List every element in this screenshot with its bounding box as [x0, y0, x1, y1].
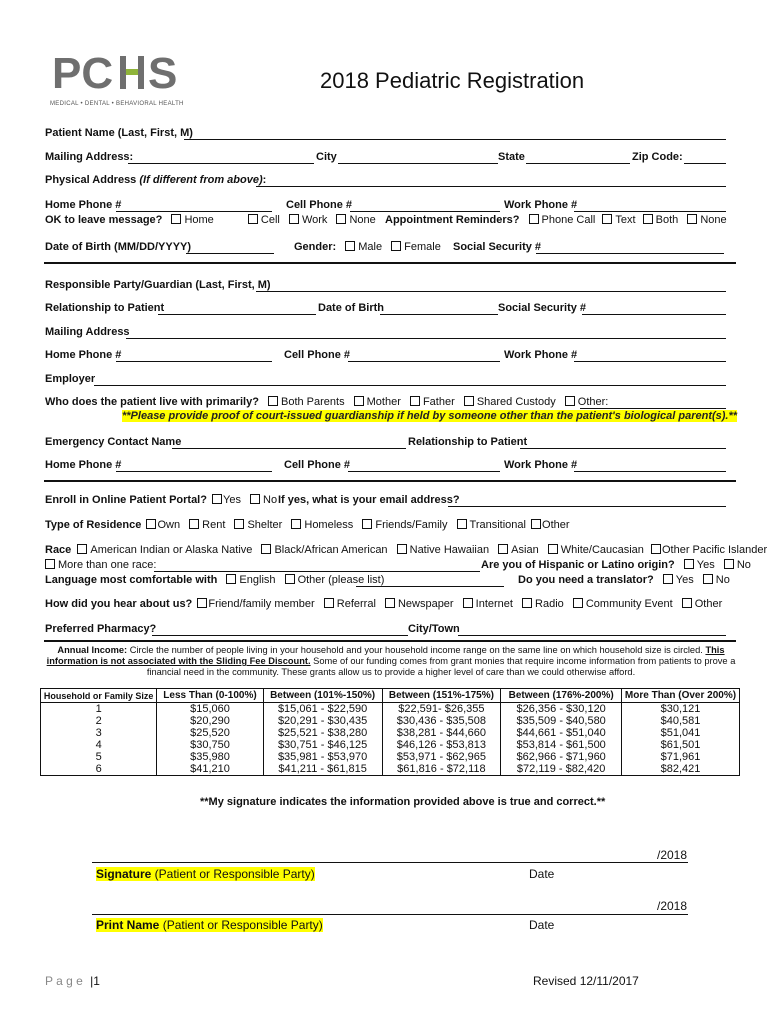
emergency-relationship-field[interactable] — [520, 448, 726, 449]
income-header: Household or Family Size — [41, 689, 157, 703]
section-divider — [44, 262, 736, 264]
sig-bold: Signature — [96, 867, 152, 881]
email-label: If yes, what is your email address? — [278, 494, 460, 506]
relationship-label: Relationship to Patient — [45, 302, 165, 314]
ok-none-checkbox[interactable] — [336, 214, 346, 224]
emergency-work-field[interactable] — [574, 471, 726, 472]
gender-female-checkbox[interactable] — [391, 241, 401, 251]
mailing-field[interactable] — [128, 163, 314, 164]
table-cell: 2 — [41, 715, 157, 727]
table-row — [41, 751, 740, 763]
live-other-checkbox[interactable] — [565, 396, 575, 406]
language-label: Language most comfortable with — [45, 574, 218, 586]
page-title: 2018 Pediatric Registration — [320, 68, 585, 93]
race-hawaiian-label: Native Hawaiian — [409, 544, 490, 556]
income-header: Between (101%-150%) — [263, 689, 382, 703]
hispanic-row — [481, 559, 751, 571]
hispanic-label: Are you of Hispanic or Latino origin? — [481, 559, 675, 571]
table-cell: 4 — [41, 739, 157, 751]
table-cell: $20,290 — [157, 715, 263, 727]
logo — [50, 48, 200, 108]
income-header: Between (151%-175%) — [382, 689, 501, 703]
live-with-label: Who does the patient live with primarily? — [45, 396, 259, 408]
hear-referral-label: Referral — [336, 598, 376, 610]
translator-row — [518, 574, 730, 586]
table-cell: $20,291 - $30,435 — [263, 715, 382, 727]
guardian-dob-field[interactable] — [380, 314, 498, 315]
race-more-checkbox[interactable] — [45, 559, 55, 569]
table-cell: $38,281 - $44,660 — [382, 727, 501, 739]
logo-tagline: MEDICAL • DENTAL • BEHAVIORAL HEALTH — [50, 101, 184, 107]
race-label: Race — [45, 544, 72, 556]
income-header: Between (176%-200%) — [501, 689, 622, 703]
race-row — [45, 544, 767, 556]
ok-cell-checkbox[interactable] — [248, 214, 258, 224]
res-own-checkbox[interactable] — [146, 519, 156, 529]
rem-both-checkbox[interactable] — [643, 214, 653, 224]
portal-label: Enroll in Online Patient Portal? — [45, 494, 207, 506]
email-field[interactable] — [448, 506, 726, 507]
pharmacy-label: Preferred Pharmacy? — [45, 623, 157, 635]
home-phone-label: Home Phone # — [45, 199, 122, 211]
guardian-cell-label: Cell Phone # — [284, 349, 351, 361]
res-transitional-label: Transitional — [469, 519, 526, 531]
gender-row — [294, 241, 441, 253]
live-both-checkbox[interactable] — [268, 396, 278, 406]
gender-label: Gender: — [294, 241, 337, 253]
race-pacific-label: Other Pacific Islander — [661, 544, 768, 556]
more-race-row — [45, 559, 156, 571]
residence-label: Type of Residence — [45, 519, 142, 531]
race-asian-checkbox[interactable] — [498, 544, 508, 554]
lang-english-label: English — [239, 574, 276, 586]
live-shared-label: Shared Custody — [476, 396, 556, 408]
ok-leave-row — [45, 214, 376, 226]
hear-newspaper-checkbox[interactable] — [385, 598, 395, 608]
live-father-label: Father — [422, 396, 455, 408]
table-cell: $61,816 - $72,118 — [382, 763, 501, 776]
gender-male-checkbox[interactable] — [345, 241, 355, 251]
pharmacy-city-field[interactable] — [458, 635, 726, 636]
translator-no-checkbox[interactable] — [703, 574, 713, 584]
res-other-checkbox[interactable] — [531, 519, 541, 529]
physical-note: (If different from above) — [139, 174, 263, 186]
guardian-ssn-label: Social Security # — [498, 302, 587, 314]
race-ai-label: American Indian or Alaska Native — [90, 544, 253, 556]
reminders-row — [385, 214, 727, 226]
income-header-row — [41, 689, 740, 703]
race-asian-label: Asian — [511, 544, 539, 556]
hear-internet-label: Internet — [475, 598, 513, 610]
residence-row — [45, 519, 570, 531]
ok-work-label: Work — [301, 214, 328, 226]
rem-both-label: Both — [655, 214, 679, 226]
guardian-dob-label: Date of Birth — [318, 302, 384, 314]
portal-row — [45, 494, 277, 506]
live-other-field[interactable] — [580, 408, 726, 409]
income-bold-label: Annual Income: — [57, 645, 128, 655]
table-cell: $15,061 - $22,590 — [263, 703, 382, 716]
sig-year: /2018 — [657, 848, 688, 862]
ssn-label: Social Security # — [453, 241, 542, 253]
table-cell: 5 — [41, 751, 157, 763]
res-rent-checkbox[interactable] — [189, 519, 199, 529]
revised-date: Revised 12/11/2017 — [533, 974, 639, 988]
proof-note — [122, 410, 737, 422]
hear-label: How did you hear about us? — [45, 598, 193, 610]
hear-radio-label: Radio — [535, 598, 564, 610]
emergency-home-field[interactable] — [116, 471, 272, 472]
res-other-label: Other — [542, 519, 570, 531]
income-table — [40, 688, 740, 776]
zip-label: Zip Code: — [632, 151, 683, 163]
guardian-name-field[interactable] — [256, 291, 726, 292]
table-cell: 3 — [41, 727, 157, 739]
relationship-field[interactable] — [158, 314, 316, 315]
hear-event-label: Community Event — [585, 598, 673, 610]
translator-label: Do you need a translator? — [518, 574, 654, 586]
ok-none-label: None — [349, 214, 376, 226]
rem-phone-checkbox[interactable] — [529, 214, 539, 224]
table-cell: $30,750 — [157, 739, 263, 751]
table-cell: $25,520 — [157, 727, 263, 739]
hear-other-checkbox[interactable] — [682, 598, 692, 608]
race-more-field[interactable] — [154, 571, 480, 572]
guardian-work-field[interactable] — [574, 361, 726, 362]
race-ai-checkbox[interactable] — [77, 544, 87, 554]
table-cell: $53,814 - $61,500 — [501, 739, 622, 751]
live-with-row — [45, 396, 608, 408]
page-number: |1 — [90, 974, 100, 988]
table-cell: $51,041 — [622, 727, 740, 739]
live-mother-checkbox[interactable] — [354, 396, 364, 406]
emergency-name-label: Emergency Contact Name — [45, 436, 182, 448]
table-cell: $30,751 - $46,125 — [263, 739, 382, 751]
signature-field[interactable] — [92, 862, 688, 863]
table-cell: $25,521 - $38,280 — [263, 727, 382, 739]
table-cell: $30,121 — [622, 703, 740, 716]
lang-other-label: Other (please list) — [297, 574, 385, 586]
income-paragraph — [46, 645, 736, 678]
guardian-ssn-field[interactable] — [582, 314, 726, 315]
ok-work-checkbox[interactable] — [289, 214, 299, 224]
rem-text-checkbox[interactable] — [602, 214, 612, 224]
income-header: More Than (Over 200%) — [622, 689, 740, 703]
guardian-mailing-label: Mailing Address — [45, 326, 130, 338]
print-date-label: Date — [529, 918, 555, 932]
table-cell: $22,591- $26,355 — [382, 703, 501, 716]
ssn-field[interactable] — [536, 253, 724, 254]
res-homeless-checkbox[interactable] — [291, 519, 301, 529]
physical-label — [45, 174, 266, 186]
cell-phone-field[interactable] — [350, 211, 500, 212]
emergency-relationship-label: Relationship to Patient — [408, 436, 528, 448]
section-divider-2 — [44, 480, 736, 482]
portal-no-checkbox[interactable] — [250, 494, 260, 504]
res-own-label: Own — [157, 519, 181, 531]
svg-text:S: S — [148, 49, 178, 98]
state-field[interactable] — [526, 163, 630, 164]
res-rent-label: Rent — [202, 519, 226, 531]
live-other-label: Other: — [577, 396, 609, 408]
race-pacific-checkbox[interactable] — [651, 544, 661, 554]
res-homeless-label: Homeless — [304, 519, 354, 531]
emergency-cell-label: Cell Phone # — [284, 459, 351, 471]
res-shelter-checkbox[interactable] — [234, 519, 244, 529]
page-footer — [45, 974, 100, 988]
hear-friend-label: Friend/family member — [208, 598, 315, 610]
hispanic-yes-checkbox[interactable] — [684, 559, 694, 569]
rem-none-checkbox[interactable] — [687, 214, 697, 224]
table-row — [41, 727, 740, 739]
income-underline: This information is not associated with the Sliding Fee Discount. — [46, 645, 725, 666]
portal-no-label: No — [263, 494, 278, 506]
gender-male-label: Male — [358, 241, 383, 253]
table-cell: $72,119 - $82,420 — [501, 763, 622, 776]
gender-female-label: Female — [404, 241, 441, 253]
table-cell: $41,210 — [157, 763, 263, 776]
table-cell: $71,961 — [622, 751, 740, 763]
ok-cell-label: Cell — [260, 214, 280, 226]
race-white-checkbox[interactable] — [548, 544, 558, 554]
table-cell: $26,356 - $30,120 — [501, 703, 622, 716]
hear-other-label: Other — [694, 598, 723, 610]
hear-internet-checkbox[interactable] — [463, 598, 473, 608]
sig-note: (Patient or Responsible Party) — [151, 867, 315, 881]
svg-text:PC: PC — [52, 49, 114, 98]
reminders-label: Appointment Reminders? — [385, 214, 520, 226]
print-name-field[interactable] — [92, 914, 688, 915]
ok-home-label: Home — [184, 214, 214, 226]
guardian-mailing-field[interactable] — [126, 338, 726, 339]
ok-home-checkbox[interactable] — [171, 214, 181, 224]
work-phone-field[interactable] — [574, 211, 726, 212]
ok-leave-label: OK to leave message? — [45, 214, 163, 226]
race-black-label: Black/African American — [274, 544, 388, 556]
print-year: /2018 — [657, 899, 688, 913]
translator-yes-label: Yes — [675, 574, 694, 586]
live-mother-label: Mother — [366, 396, 401, 408]
res-friends-checkbox[interactable] — [362, 519, 372, 529]
race-more-label: More than one race: — [58, 559, 157, 571]
live-father-checkbox[interactable] — [410, 396, 420, 406]
portal-yes-checkbox[interactable] — [212, 494, 222, 504]
rem-phone-label: Phone Call — [541, 214, 596, 226]
res-transitional-checkbox[interactable] — [457, 519, 467, 529]
res-shelter-label: Shelter — [247, 519, 283, 531]
emergency-work-label: Work Phone # — [504, 459, 578, 471]
work-phone-label: Work Phone # — [504, 199, 578, 211]
translator-no-label: No — [715, 574, 730, 586]
print-caption — [96, 918, 323, 932]
table-cell: 1 — [41, 703, 157, 716]
table-row — [41, 763, 740, 776]
pharmacy-city-label: City/Town — [408, 623, 460, 635]
city-label: City — [316, 151, 337, 163]
rem-text-label: Text — [615, 214, 636, 226]
table-cell: $30,436 - $35,508 — [382, 715, 501, 727]
guardian-home-field[interactable] — [116, 361, 272, 362]
res-friends-label: Friends/Family — [375, 519, 448, 531]
live-both-label: Both Parents — [280, 396, 345, 408]
guardian-cell-field[interactable] — [348, 361, 500, 362]
dob-field[interactable] — [186, 253, 274, 254]
dob-label: Date of Birth (MM/DD/YYYY) — [45, 241, 192, 253]
table-cell: $82,421 — [622, 763, 740, 776]
physical-label-text: Physical Address — [45, 174, 137, 186]
guardian-name-label: Responsible Party/Guardian (Last, First, M) — [45, 279, 271, 291]
patient-name-field[interactable] — [184, 139, 726, 140]
live-shared-checkbox[interactable] — [464, 396, 474, 406]
table-cell: $35,509 - $40,580 — [501, 715, 622, 727]
page-label: P a g e — [45, 974, 83, 988]
home-phone-field[interactable] — [116, 211, 272, 212]
hear-newspaper-label: Newspaper — [397, 598, 454, 610]
patient-name-label: Patient Name (Last, First, M) — [45, 127, 193, 139]
table-row — [41, 715, 740, 727]
income-text2: Some of our funding comes from grant monies that require income information from patients to prove a financial need in the community. These grants allow us to provide a higher level of care than we could otherwise afford. — [146, 656, 736, 677]
city-field[interactable] — [338, 163, 498, 164]
table-cell: $35,980 — [157, 751, 263, 763]
print-bold: Print Name — [96, 918, 160, 932]
lang-other-field[interactable] — [356, 586, 504, 587]
section-divider-3 — [44, 640, 736, 642]
rem-none-label: None — [700, 214, 727, 226]
hear-friend-checkbox[interactable] — [197, 598, 207, 608]
employer-label: Employer — [45, 373, 96, 385]
language-row — [45, 574, 384, 586]
state-label: State — [498, 151, 525, 163]
signature-caption — [96, 867, 315, 881]
portal-yes-label: Yes — [223, 494, 241, 506]
table-cell: 6 — [41, 763, 157, 776]
hear-radio-checkbox[interactable] — [522, 598, 532, 608]
cell-phone-label: Cell Phone # — [286, 199, 353, 211]
sig-date-label: Date — [529, 867, 555, 881]
income-header: Less Than (0-100%) — [157, 689, 263, 703]
translator-yes-checkbox[interactable] — [663, 574, 673, 584]
income-text1: Circle the number of people living in your household and your household income range on the same line on which household size is circled. — [127, 645, 706, 655]
hispanic-no-label: No — [736, 559, 751, 571]
hear-referral-checkbox[interactable] — [324, 598, 334, 608]
lang-english-checkbox[interactable] — [226, 574, 236, 584]
signature-statement: **My signature indicates the information provided above is true and correct.** — [200, 796, 606, 808]
race-black-checkbox[interactable] — [261, 544, 271, 554]
table-cell: $35,981 - $53,970 — [263, 751, 382, 763]
emergency-home-label: Home Phone # — [45, 459, 122, 471]
guardian-home-label: Home Phone # — [45, 349, 122, 361]
lang-other-checkbox[interactable] — [285, 574, 295, 584]
hispanic-yes-label: Yes — [696, 559, 715, 571]
table-cell: $41,211 - $61,815 — [263, 763, 382, 776]
table-row — [41, 703, 740, 716]
print-note: (Patient or Responsible Party) — [159, 918, 323, 932]
hispanic-no-checkbox[interactable] — [724, 559, 734, 569]
proof-note-text: **Please provide proof of court-issued guardianship if held by someone other than the patient's biological parent(s).** — [122, 410, 738, 422]
table-cell: $44,661 - $51,040 — [501, 727, 622, 739]
guardian-work-label: Work Phone # — [504, 349, 578, 361]
table-row — [41, 739, 740, 751]
table-cell: $15,060 — [157, 703, 263, 716]
physical-field[interactable] — [256, 186, 726, 187]
table-cell: $62,966 - $71,960 — [501, 751, 622, 763]
physical-colon: : — [262, 174, 267, 186]
pchs-logo-icon — [50, 48, 200, 98]
table-cell: $53,971 - $62,965 — [382, 751, 501, 763]
table-cell: $46,126 - $53,813 — [382, 739, 501, 751]
pharmacy-field[interactable] — [152, 635, 408, 636]
table-cell: $61,501 — [622, 739, 740, 751]
emergency-name-field[interactable] — [172, 448, 406, 449]
race-white-label: White/Caucasian — [560, 544, 644, 556]
zip-field[interactable] — [684, 163, 726, 164]
mailing-label: Mailing Address: — [45, 151, 134, 163]
employer-field[interactable] — [94, 385, 726, 386]
table-cell: $40,581 — [622, 715, 740, 727]
hear-event-checkbox[interactable] — [573, 598, 583, 608]
emergency-cell-field[interactable] — [348, 471, 500, 472]
hear-row — [45, 598, 722, 610]
race-hawaiian-checkbox[interactable] — [397, 544, 407, 554]
